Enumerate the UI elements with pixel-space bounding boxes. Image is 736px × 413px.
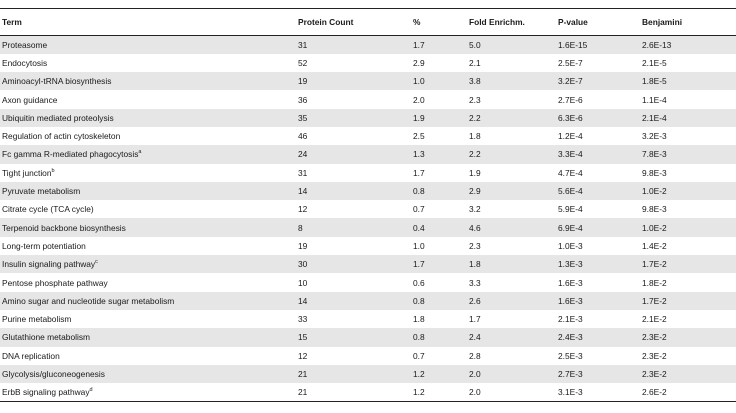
- table-row: [0, 310, 736, 328]
- fold-enrichment-cell-text: 3.2: [469, 204, 481, 215]
- percent-cell: [411, 54, 467, 72]
- table-row: [0, 36, 736, 54]
- benjamini-cell-text: 2.3E-2: [642, 368, 667, 379]
- protein-count-cell-text: 12: [298, 204, 308, 215]
- benjamini-cell: [640, 90, 736, 108]
- percent-cell-text: 0.4: [413, 222, 425, 233]
- table-row: [0, 347, 736, 365]
- term-cell: [0, 292, 296, 310]
- protein-count-cell-text: 21: [298, 368, 308, 379]
- protein-count-cell-text: 46: [298, 131, 308, 142]
- term-cell: [0, 145, 296, 163]
- term-cell-text: Endocytosis: [2, 57, 48, 68]
- p-value-cell-text: 2.7E-3: [558, 368, 583, 379]
- fold-enrichment-cell: [467, 292, 556, 310]
- percent-cell-text: 0.8: [413, 186, 425, 197]
- percent-cell-text: 0.8: [413, 295, 425, 306]
- benjamini-cell: [640, 328, 736, 346]
- p-value-cell-text: 1.6E-3: [558, 277, 583, 288]
- percent-cell: [411, 237, 467, 255]
- protein-count-cell: [296, 310, 411, 328]
- protein-count-cell-text: 36: [298, 94, 308, 105]
- fold-enrichment-cell: [467, 383, 556, 401]
- percent-cell-text: 0.7: [413, 204, 425, 215]
- header-p-value: P-value: [558, 17, 588, 27]
- table-row: [0, 328, 736, 346]
- benjamini-cell-text: 2.1E-4: [642, 112, 667, 123]
- header-percent: %: [413, 17, 421, 27]
- protein-count-cell: [296, 328, 411, 346]
- table-row: [0, 164, 736, 182]
- footnote-marker: d: [89, 387, 93, 394]
- p-value-cell-text: 2.4E-3: [558, 332, 583, 343]
- term-cell-text: Ubiquitin mediated proteolysis: [2, 112, 114, 123]
- table-row: [0, 182, 736, 200]
- protein-count-cell: [296, 237, 411, 255]
- table-row: [0, 383, 736, 401]
- term-cell: [0, 328, 296, 346]
- fold-enrichment-cell: [467, 72, 556, 90]
- fold-enrichment-cell-text: 2.2: [469, 112, 481, 123]
- benjamini-cell: [640, 182, 736, 200]
- term-cell: [0, 54, 296, 72]
- benjamini-cell: [640, 237, 736, 255]
- percent-cell: [411, 127, 467, 145]
- p-value-cell-text: 2.5E-3: [558, 350, 583, 361]
- fold-enrichment-cell-text: 1.8: [469, 131, 481, 142]
- header-term: Term: [2, 17, 22, 27]
- term-cell-text: Terpenoid backbone biosynthesis: [2, 222, 126, 233]
- fold-enrichment-cell: [467, 255, 556, 273]
- p-value-cell: [556, 164, 640, 182]
- benjamini-cell-text: 1.7E-2: [642, 295, 667, 306]
- benjamini-cell-text: 1.8E-2: [642, 277, 667, 288]
- fold-enrichment-cell-text: 1.9: [469, 167, 481, 178]
- percent-cell-text: 1.3: [413, 149, 425, 160]
- fold-enrichment-cell: [467, 109, 556, 127]
- term-cell-text: Fc gamma R-mediated phagocytosis: [2, 149, 139, 160]
- fold-enrichment-cell: [467, 90, 556, 108]
- protein-count-cell: [296, 36, 411, 54]
- table-row: [0, 273, 736, 291]
- percent-cell: [411, 310, 467, 328]
- percent-cell: [411, 292, 467, 310]
- protein-count-cell-text: 14: [298, 186, 308, 197]
- benjamini-cell: [640, 347, 736, 365]
- p-value-cell: [556, 328, 640, 346]
- benjamini-cell: [640, 218, 736, 236]
- table-row: [0, 292, 736, 310]
- percent-cell: [411, 383, 467, 401]
- benjamini-cell: [640, 72, 736, 90]
- percent-cell: [411, 145, 467, 163]
- protein-count-cell: [296, 54, 411, 72]
- percent-cell: [411, 218, 467, 236]
- p-value-cell: [556, 182, 640, 200]
- fold-enrichment-cell-text: 2.3: [469, 240, 481, 251]
- term-cell: [0, 200, 296, 218]
- table-row: [0, 90, 736, 108]
- term-cell-text: Pentose phosphate pathway: [2, 277, 108, 288]
- term-cell: [0, 255, 296, 273]
- p-value-cell-text: 3.3E-4: [558, 149, 583, 160]
- protein-count-cell: [296, 72, 411, 90]
- fold-enrichment-cell-text: 1.7: [469, 314, 481, 325]
- footnote-marker: a: [138, 149, 142, 156]
- fold-enrichment-cell-text: 3.3: [469, 277, 481, 288]
- p-value-cell: [556, 72, 640, 90]
- p-value-cell: [556, 127, 640, 145]
- p-value-cell: [556, 200, 640, 218]
- protein-count-cell: [296, 164, 411, 182]
- percent-cell-text: 1.9: [413, 112, 425, 123]
- term-cell-text: Amino sugar and nucleotide sugar metabolism: [2, 295, 175, 306]
- benjamini-cell-text: 2.1E-5: [642, 57, 667, 68]
- p-value-cell-text: 6.3E-6: [558, 112, 583, 123]
- table-row: [0, 255, 736, 273]
- header-protein-count: Protein Count: [298, 17, 354, 27]
- benjamini-cell-text: 2.6E-2: [642, 387, 667, 398]
- footnote-marker: b: [51, 167, 55, 174]
- percent-cell: [411, 36, 467, 54]
- fold-enrichment-cell: [467, 127, 556, 145]
- benjamini-cell: [640, 310, 736, 328]
- percent-cell-text: 1.2: [413, 387, 425, 398]
- p-value-cell-text: 1.2E-4: [558, 131, 583, 142]
- term-cell: [0, 127, 296, 145]
- term-cell-text: Tight junction: [2, 167, 52, 178]
- percent-cell: [411, 182, 467, 200]
- percent-cell-text: 2.0: [413, 94, 425, 105]
- p-value-cell-text: 1.6E-3: [558, 295, 583, 306]
- header-fold-enrichment: Fold Enrichm.: [469, 17, 525, 27]
- benjamini-cell-text: 1.4E-2: [642, 240, 667, 251]
- benjamini-cell-text: 9.8E-3: [642, 167, 667, 178]
- benjamini-cell-text: 2.1E-2: [642, 314, 667, 325]
- percent-cell-text: 2.5: [413, 131, 425, 142]
- protein-count-cell-text: 33: [298, 314, 308, 325]
- p-value-cell: [556, 310, 640, 328]
- benjamini-cell: [640, 145, 736, 163]
- term-cell-text: Regulation of actin cytoskeleton: [2, 131, 121, 142]
- term-cell-text: Long-term potentiation: [2, 240, 86, 251]
- protein-count-cell-text: 8: [298, 222, 303, 233]
- percent-cell-text: 1.7: [413, 259, 425, 270]
- percent-cell-text: 0.7: [413, 350, 425, 361]
- protein-count-cell-text: 31: [298, 167, 308, 178]
- p-value-cell: [556, 292, 640, 310]
- benjamini-cell-text: 1.0E-2: [642, 186, 667, 197]
- fold-enrichment-cell: [467, 328, 556, 346]
- percent-cell: [411, 255, 467, 273]
- fold-enrichment-cell-text: 2.9: [469, 186, 481, 197]
- fold-enrichment-cell-text: 2.1: [469, 57, 481, 68]
- table-row: [0, 200, 736, 218]
- p-value-cell-text: 5.6E-4: [558, 186, 583, 197]
- table-row: [0, 109, 736, 127]
- protein-count-cell-text: 19: [298, 240, 308, 251]
- term-cell: [0, 36, 296, 54]
- term-cell-text: Proteasome: [2, 39, 48, 50]
- protein-count-cell-text: 52: [298, 57, 308, 68]
- protein-count-cell: [296, 347, 411, 365]
- term-cell: [0, 273, 296, 291]
- fold-enrichment-cell-text: 2.6: [469, 295, 481, 306]
- fold-enrichment-cell: [467, 164, 556, 182]
- benjamini-cell-text: 1.7E-2: [642, 259, 667, 270]
- p-value-cell-text: 1.3E-3: [558, 259, 583, 270]
- p-value-cell: [556, 273, 640, 291]
- term-cell-text: Glycolysis/gluconeogenesis: [2, 368, 105, 379]
- term-cell: [0, 90, 296, 108]
- benjamini-cell: [640, 255, 736, 273]
- protein-count-cell: [296, 255, 411, 273]
- percent-cell-text: 1.2: [413, 368, 425, 379]
- benjamini-cell-text: 7.8E-3: [642, 149, 667, 160]
- benjamini-cell: [640, 109, 736, 127]
- p-value-cell-text: 6.9E-4: [558, 222, 583, 233]
- p-value-cell-text: 3.2E-7: [558, 76, 583, 87]
- term-cell: [0, 237, 296, 255]
- protein-count-cell-text: 12: [298, 350, 308, 361]
- table-body: [0, 36, 736, 402]
- protein-count-cell-text: 10: [298, 277, 308, 288]
- protein-count-cell: [296, 182, 411, 200]
- benjamini-cell: [640, 36, 736, 54]
- table-row: [0, 237, 736, 255]
- protein-count-cell-text: 21: [298, 387, 308, 398]
- fold-enrichment-cell: [467, 218, 556, 236]
- benjamini-cell: [640, 365, 736, 383]
- fold-enrichment-cell: [467, 182, 556, 200]
- term-cell-text: ErbB signaling pathway: [2, 387, 90, 398]
- header-benjamini: Benjamini: [642, 17, 683, 27]
- percent-cell: [411, 273, 467, 291]
- benjamini-cell-text: 9.8E-3: [642, 204, 667, 215]
- benjamini-cell-text: 3.2E-3: [642, 131, 667, 142]
- protein-count-cell-text: 35: [298, 112, 308, 123]
- percent-cell-text: 2.9: [413, 57, 425, 68]
- protein-count-cell: [296, 145, 411, 163]
- table-row: [0, 54, 736, 72]
- percent-cell-text: 0.6: [413, 277, 425, 288]
- benjamini-cell-text: 2.3E-2: [642, 332, 667, 343]
- protein-count-cell-text: 19: [298, 76, 308, 87]
- fold-enrichment-cell: [467, 365, 556, 383]
- fold-enrichment-cell-text: 2.3: [469, 94, 481, 105]
- term-cell: [0, 347, 296, 365]
- benjamini-cell: [640, 127, 736, 145]
- benjamini-cell: [640, 292, 736, 310]
- percent-cell-text: 1.7: [413, 39, 425, 50]
- fold-enrichment-cell-text: 1.8: [469, 259, 481, 270]
- protein-count-cell: [296, 200, 411, 218]
- term-cell: [0, 365, 296, 383]
- protein-count-cell-text: 14: [298, 295, 308, 306]
- term-cell: [0, 310, 296, 328]
- fold-enrichment-cell-text: 2.8: [469, 350, 481, 361]
- protein-count-cell: [296, 365, 411, 383]
- percent-cell: [411, 365, 467, 383]
- p-value-cell: [556, 365, 640, 383]
- percent-cell-text: 1.8: [413, 314, 425, 325]
- term-cell: [0, 383, 296, 401]
- term-cell-text: Aminoacyl-tRNA biosynthesis: [2, 76, 112, 87]
- protein-count-cell: [296, 292, 411, 310]
- term-cell: [0, 72, 296, 90]
- percent-cell-text: 1.7: [413, 167, 425, 178]
- protein-count-cell: [296, 90, 411, 108]
- benjamini-cell: [640, 273, 736, 291]
- percent-cell-text: 0.8: [413, 332, 425, 343]
- table-row: [0, 72, 736, 90]
- percent-cell: [411, 109, 467, 127]
- table-row: [0, 218, 736, 236]
- fold-enrichment-cell-text: 2.2: [469, 149, 481, 160]
- header-row: [0, 9, 736, 36]
- benjamini-cell: [640, 383, 736, 401]
- protein-count-cell-text: 31: [298, 39, 308, 50]
- percent-cell: [411, 164, 467, 182]
- term-cell: [0, 218, 296, 236]
- protein-count-cell: [296, 218, 411, 236]
- fold-enrichment-cell: [467, 237, 556, 255]
- fold-enrichment-cell-text: 2.0: [469, 368, 481, 379]
- term-cell-text: Glutathione metabolism: [2, 332, 90, 343]
- p-value-cell-text: 3.1E-3: [558, 387, 583, 398]
- fold-enrichment-cell-text: 2.0: [469, 387, 481, 398]
- footnote-marker: c: [95, 259, 98, 266]
- protein-count-cell-text: 24: [298, 149, 308, 160]
- benjamini-cell-text: 1.0E-2: [642, 222, 667, 233]
- fold-enrichment-cell-text: 2.4: [469, 332, 481, 343]
- fold-enrichment-cell-text: 3.8: [469, 76, 481, 87]
- percent-cell-text: 1.0: [413, 240, 425, 251]
- term-cell: [0, 109, 296, 127]
- fold-enrichment-cell-text: 5.0: [469, 39, 481, 50]
- percent-cell: [411, 90, 467, 108]
- term-cell-text: DNA replication: [2, 350, 60, 361]
- p-value-cell-text: 2.5E-7: [558, 57, 583, 68]
- p-value-cell: [556, 255, 640, 273]
- p-value-cell: [556, 54, 640, 72]
- fold-enrichment-cell-text: 4.6: [469, 222, 481, 233]
- enrichment-table: [0, 8, 736, 402]
- table-row: [0, 145, 736, 163]
- protein-count-cell: [296, 273, 411, 291]
- p-value-cell: [556, 237, 640, 255]
- protein-count-cell: [296, 109, 411, 127]
- table-row: [0, 127, 736, 145]
- p-value-cell: [556, 347, 640, 365]
- fold-enrichment-cell: [467, 273, 556, 291]
- table-row: [0, 365, 736, 383]
- p-value-cell: [556, 145, 640, 163]
- fold-enrichment-cell: [467, 145, 556, 163]
- p-value-cell-text: 1.0E-3: [558, 240, 583, 251]
- benjamini-cell: [640, 200, 736, 218]
- term-cell-text: Pyruvate metabolism: [2, 186, 81, 197]
- p-value-cell: [556, 90, 640, 108]
- protein-count-cell-text: 15: [298, 332, 308, 343]
- benjamini-cell-text: 1.8E-5: [642, 76, 667, 87]
- p-value-cell-text: 1.6E-15: [558, 39, 588, 50]
- benjamini-cell-text: 1.1E-4: [642, 94, 667, 105]
- term-cell: [0, 182, 296, 200]
- p-value-cell: [556, 36, 640, 54]
- fold-enrichment-cell: [467, 200, 556, 218]
- benjamini-cell-text: 2.6E-13: [642, 39, 672, 50]
- percent-cell: [411, 72, 467, 90]
- percent-cell-text: 1.0: [413, 76, 425, 87]
- fold-enrichment-cell: [467, 54, 556, 72]
- fold-enrichment-cell: [467, 310, 556, 328]
- term-cell-text: Purine metabolism: [2, 314, 72, 325]
- benjamini-cell: [640, 54, 736, 72]
- percent-cell: [411, 347, 467, 365]
- p-value-cell-text: 5.9E-4: [558, 204, 583, 215]
- fold-enrichment-cell: [467, 36, 556, 54]
- p-value-cell-text: 4.7E-4: [558, 167, 583, 178]
- p-value-cell: [556, 109, 640, 127]
- protein-count-cell: [296, 383, 411, 401]
- protein-count-cell-text: 30: [298, 259, 308, 270]
- protein-count-cell: [296, 127, 411, 145]
- term-cell-text: Insulin signaling pathway: [2, 259, 96, 270]
- term-cell-text: Citrate cycle (TCA cycle): [2, 204, 94, 215]
- benjamini-cell: [640, 164, 736, 182]
- fold-enrichment-cell: [467, 347, 556, 365]
- percent-cell: [411, 200, 467, 218]
- p-value-cell-text: 2.1E-3: [558, 314, 583, 325]
- p-value-cell: [556, 383, 640, 401]
- p-value-cell-text: 2.7E-6: [558, 94, 583, 105]
- benjamini-cell-text: 2.3E-2: [642, 350, 667, 361]
- term-cell: [0, 164, 296, 182]
- percent-cell: [411, 328, 467, 346]
- term-cell-text: Axon guidance: [2, 94, 58, 105]
- table-header: [0, 9, 736, 36]
- p-value-cell: [556, 218, 640, 236]
